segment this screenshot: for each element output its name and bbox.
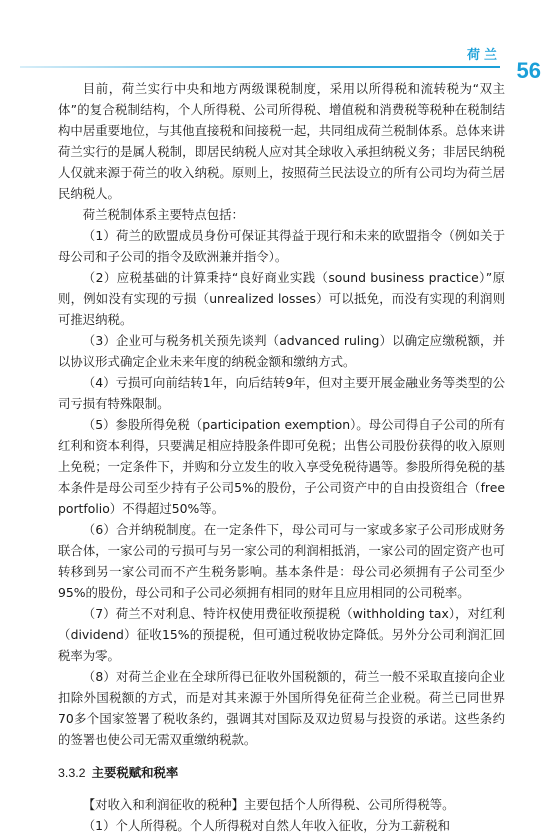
list-item: （2）应税基础的计算秉持“良好商业实践（sound business practice）”原则，例如没有实现的亏损（unrealized losses）可以抵免，而没有实现的利润则可推迟纳税。 [58, 270, 505, 327]
section-title: 主要税赋和税率 [91, 765, 179, 780]
list-item: （7）荷兰不对利息、特许权使用费征收预提税（withholding tax），对红利（dividend）征收15%的预提税，但可通过税收协定降低。另外分公司利润汇回税率为零。 [58, 606, 505, 663]
paragraph: 荷兰税制体系主要特点包括： [82, 207, 244, 222]
list-item: （1）荷兰的欧盟成员身份可保证其得益于现行和未来的欧盟指令（例如关于母公司和子公司的指令及欧洲兼并指令）。 [58, 228, 505, 264]
body-text [58, 78, 505, 836]
list-item: （3）企业可与税务机关预先谈判（advanced ruling）以确定应缴税额，并以协议形式确定企业未来年度的纳税金额和缴纳方式。 [58, 333, 505, 369]
list-item: （4）亏损可向前结转1年，向后结转9年，但对主要开展金融业务等类型的公司亏损有特殊限制。 [58, 375, 505, 411]
header-rule [20, 66, 500, 68]
paragraph: 目前，荷兰实行中央和地方两级课税制度，采用以所得税和流转税为“双主体”的复合税制结构，个人所得税、公司所得税、增值税和消费税等税种在税制结构中居重要地位，与其他直接税和间接税一起，共同组成荷兰税制体系。总体来讲荷兰实行的是属人税制，即居民纳税人应对其全球收入承担纳税义务；非居民纳税人仅就来源于荷兰的收入纳税。原则上，按照荷兰民法设立的所有公司均为荷兰居民纳税人。 [58, 81, 505, 201]
list-item: （6）合并纳税制度。在一定条件下，母公司可与一家或多家子公司形成财务联合体，一家公司的亏损可与另一家公司的利润相抵消，一家公司的固定资产也可转移到另一家公司而不产生税务影响。基本条件是：母公司必须拥有子公司至少95%的股份，母公司和子公司必须拥有相同的财年且应用相同的公司税率。 [58, 522, 505, 600]
section-heading [58, 762, 505, 784]
section-number: 3.3.2 [58, 766, 86, 780]
list-item: （8）对荷兰企业在全球所得已征收外国税额的，荷兰一般不采取直接向企业扣除外国税额的方式，而是对其来源于外国所得免征荷兰企业税。荷兰已同世界70多个国家签署了税收条约，强调其对国际及双边贸易与投资的承诺。这些条约的签署也使公司无需双重缴纳税款。 [58, 669, 505, 747]
page-number: 56 [516, 58, 541, 83]
paragraph: 【对收入和利润征收的税种】主要包括个人所得税、公司所得税等。 [82, 797, 455, 812]
running-title: 荷兰 [466, 48, 501, 63]
list-item: （5）参股所得免税（participation exemption）。母公司得自子公司的所有红利和资本利得，只要满足相应持股条件即可免税；出售公司股份获得的收入原则上免税；一定条件下，并购和分立发生的收入享受免税待遇等。参股所得免税的基本条件是母公司至少持有子公司5%的股份，子公司资产中的自由投资组合（free portfolio）不得超过50%等。 [58, 417, 505, 516]
list-item: （1）个人所得税。个人所得税对自然人年收入征收，分为工薪税和 [82, 818, 451, 833]
